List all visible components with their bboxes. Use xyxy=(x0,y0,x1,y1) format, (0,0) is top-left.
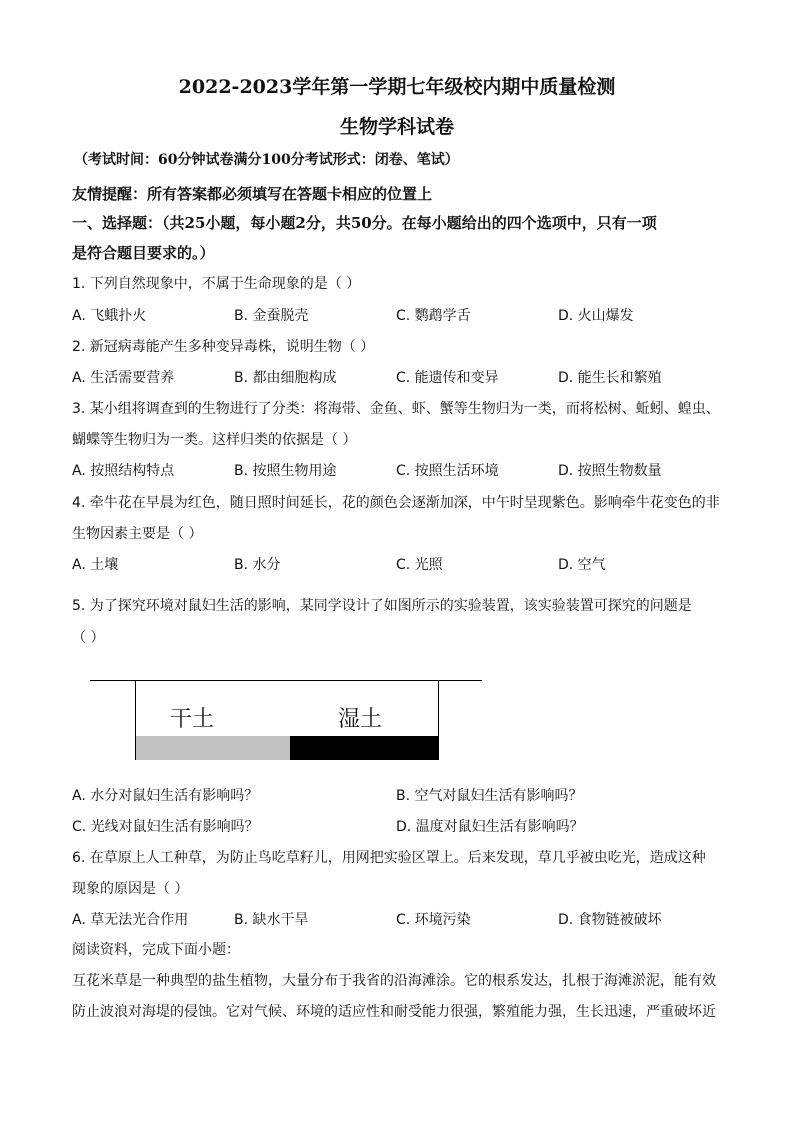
question-1-stem: 1. 下列自然现象中，不属于生命现象的是（ ） xyxy=(72,276,361,292)
question-6-stem-cont: 现象的原因是（ ） xyxy=(72,881,189,897)
question-3-stem: 3. 某小组将调查到的生物进行了分类：将海带、金鱼、虾、蟹等生物归为一类，而将松树、蚯蚓、蝗虫、 xyxy=(72,401,720,417)
question-6-option-d[interactable]: D. 食物链被破坏 xyxy=(558,912,662,928)
dry-soil-label: 干土 xyxy=(170,707,215,732)
reading-paragraph-line-1: 互花米草是一种典型的盐生植物，大量分布于我省的沿海滩涂。它的根系发达，扎根于海滩淤泥，能有效 xyxy=(72,973,716,989)
exam-title: 2022-2023学年第一学期七年级校内期中质量检测 xyxy=(178,76,616,98)
question-3-option-b[interactable]: B. 按照生物用途 xyxy=(234,463,337,479)
question-2-option-c[interactable]: C. 能遗传和变异 xyxy=(396,370,499,386)
question-4-option-d[interactable]: D. 空气 xyxy=(558,557,606,573)
exam-info: （考试时间：60分钟试卷满分100分考试形式：闭卷、笔试） xyxy=(74,152,459,168)
question-2-option-b[interactable]: B. 都由细胞构成 xyxy=(234,370,337,386)
question-4-option-c[interactable]: C. 光照 xyxy=(396,557,443,573)
question-4-stem-cont: 生物因素主要是（ ） xyxy=(72,526,203,542)
question-3-option-c[interactable]: C. 按照生活环境 xyxy=(396,463,499,479)
question-6-option-b[interactable]: B. 缺水干旱 xyxy=(234,912,309,928)
dry-soil-strip xyxy=(136,736,290,760)
question-3-option-a[interactable]: A. 按照结构特点 xyxy=(72,463,175,479)
question-5-option-a[interactable]: A. 水分对鼠妇生活有影响吗？ xyxy=(72,788,259,804)
wet-soil-label: 湿土 xyxy=(338,707,383,732)
question-6-option-c[interactable]: C. 环境污染 xyxy=(396,912,471,928)
question-5-option-c[interactable]: C. 光线对鼠妇生活有影响吗？ xyxy=(72,819,259,835)
question-2-stem: 2. 新冠病毒能产生多种变异毒株，说明生物（ ） xyxy=(72,339,375,355)
section-heading-cont: 是符合题目要求的。） xyxy=(72,244,215,262)
question-2-option-a[interactable]: A. 生活需要营养 xyxy=(72,370,175,386)
question-1-option-b[interactable]: B. 金蚕脱壳 xyxy=(234,308,309,324)
question-2-option-d[interactable]: D. 能生长和繁殖 xyxy=(558,370,662,386)
question-6-stem: 6. 在草原上人工种草，为防止鸟吃草籽儿，用网把实验区罩上。后来发现，草几乎被虫吃光，造成这种 xyxy=(72,850,706,866)
wet-soil-strip xyxy=(290,736,438,760)
experiment-diagram xyxy=(90,676,482,766)
question-6-option-a[interactable]: A. 草无法光合作用 xyxy=(72,912,189,928)
question-4-stem: 4. 牵牛花在早晨为红色，随日照时间延长，花的颜色会逐渐加深，中午时呈现紫色。影响牵牛花变色的非 xyxy=(72,495,720,511)
question-1-option-c[interactable]: C. 鹦鹉学舌 xyxy=(396,308,471,324)
question-4-option-b[interactable]: B. 水分 xyxy=(234,557,281,573)
question-3-option-d[interactable]: D. 按照生物数量 xyxy=(558,463,662,479)
reading-intro: 阅读资料，完成下面小题： xyxy=(72,942,240,958)
question-5-option-d[interactable]: D. 温度对鼠妇生活有影响吗？ xyxy=(396,819,584,835)
question-3-stem-cont: 蝴蝶等生物归为一类。这样归类的依据是（ ） xyxy=(72,432,357,448)
question-1-option-a[interactable]: A. 飞蛾扑火 xyxy=(72,308,147,324)
question-5-stem: 5. 为了探究环境对鼠妇生活的影响，某同学设计了如图所示的实验装置，该实验装置可探究的问题是 xyxy=(72,598,692,614)
question-1-option-d[interactable]: D. 火山爆发 xyxy=(558,308,634,324)
reminder: 友情提醒：所有答案都必须填写在答题卡相应的位置上 xyxy=(72,185,433,203)
question-4-option-a[interactable]: A. 土壤 xyxy=(72,557,119,573)
section-heading: 一、选择题：（共25小题，每小题2分，共50分。在每小题给出的四个选项中，只有一项 xyxy=(72,214,657,232)
question-5-stem-cont: （ ） xyxy=(72,630,105,646)
reading-paragraph-line-2: 防止波浪对海堤的侵蚀。它对气候、环境的适应性和耐受能力很强，繁殖能力强，生长迅速，严重破坏近 xyxy=(72,1004,716,1020)
question-5-option-b[interactable]: B. 空气对鼠妇生活有影响吗？ xyxy=(396,788,583,804)
exam-subtitle: 生物学科试卷 xyxy=(339,116,454,138)
